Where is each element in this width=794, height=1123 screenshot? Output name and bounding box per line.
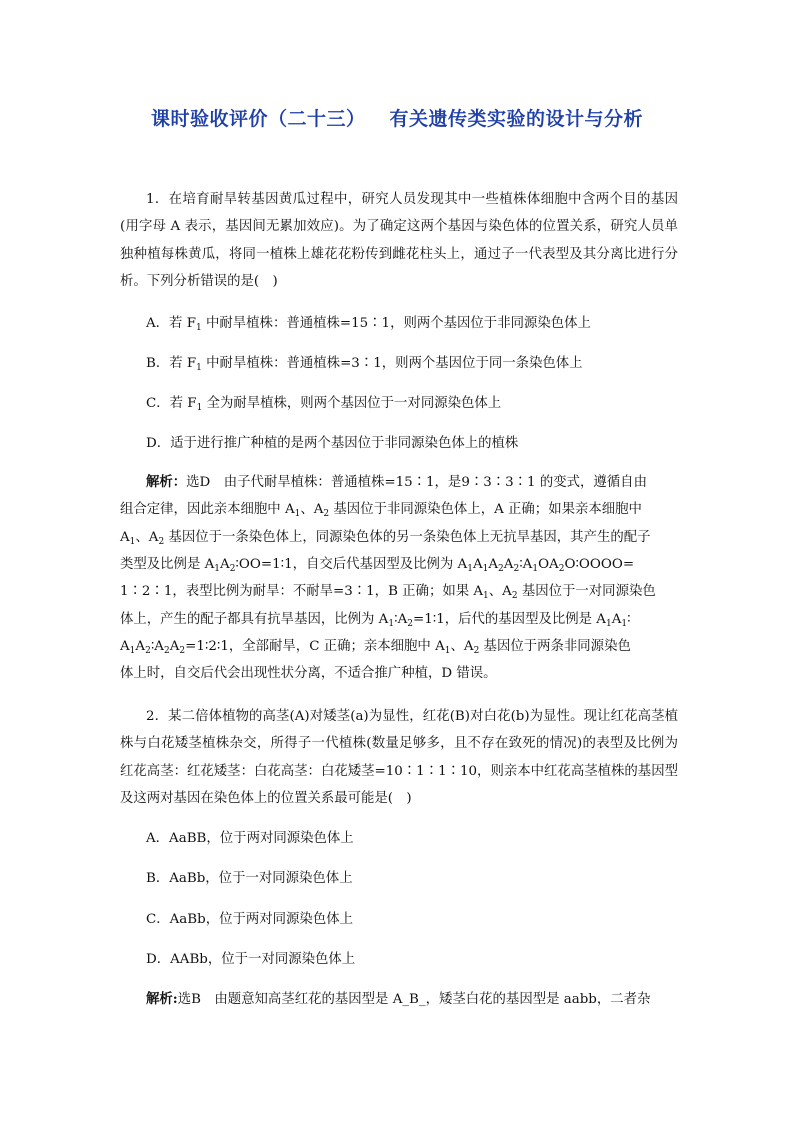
q1-analysis-line: 体上，产生的配子都具有抗旱基因，比例为 $A_1∶A_2=1∶1$，后代的基因型及比例是 $A_1A_1∶$: [120, 612, 631, 629]
q1-option-c: C．若 $F_1$ 全为耐旱植株，则两个基因位于一对同源染色体上: [146, 396, 502, 413]
q1-analysis-line: $A_1A_2∶A_2A_2=1∶2∶1$，全部耐旱，C 正确；亲本细胞中 $A_1$、$A_2$ 基因位于两条非同源染色: [120, 639, 631, 656]
page-title: [0, 104, 794, 131]
title-part1: 课时验收评价（二十三）: [150, 108, 366, 130]
title-part2: 有关遗传类实验的设计与分析: [389, 108, 644, 130]
q1-analysis-line: $A_1$、$A_2$ 基因位于一条染色体上，同源染色体的另一条染色体上无抗旱基因，其产生的配子: [120, 530, 651, 547]
q1-analysis-line: 类型及比例是 $A_1A_2∶OO=1∶1$，自交后代基因型及比例为 $A_1A_1A_2A_2∶A_1OA_2O∶OOOO=$: [120, 557, 635, 574]
q1-analysis-line: 体上时，自交后代会出现性状分离，不适合推广种植，D 错误。: [120, 666, 497, 681]
q1-analysis-line: 解析：选D 由子代耐旱植株：普通植株=15∶1，是9∶3∶3∶1 的变式，遵循自由: [146, 474, 647, 490]
q1-option-a: A．若 $F_1$ 中耐旱植株：普通植株=15∶1，则两个基因位于非同源染色体上: [146, 316, 591, 333]
q2-option-b: B．AaBb，位于一对同源染色体上: [146, 871, 353, 886]
q2-option-c: C．AaBb，位于两对同源染色体上: [146, 912, 353, 927]
q2-option-a: A．AaBB，位于两对同源染色体上: [146, 831, 354, 846]
q1-analysis-line: 1∶2∶1，表型比例为耐旱：不耐旱=3∶1，B 正确；如果 $A_1$、$A_2$ 基因位于一对同源染色: [120, 584, 656, 601]
q1-option-d: D．适于进行推广种植的是两个基因位于非同源染色体上的植株: [146, 436, 519, 451]
q1-analysis-line: 组合定律，因此亲本细胞中 $A_1$、$A_2$ 基因位于非同源染色体上，A 正确；如果亲本细胞中: [120, 502, 642, 519]
q2-option-d: D．AABb，位于一对同源染色体上: [146, 952, 356, 967]
question-1-stem: 1．在培育耐旱转基因黄瓜过程中，研究人员发现其中一些植株体细胞中含两个目的基因(用字母 A 表示，基因间无累加效应)。为了确定这两个基因与染色体的位置关系，研究人员单独种植每株黄瓜，将同一植株上雄花花粉传到雌花柱头上，通过子一代表型及其分离比进行分析。下列分析错误的是( ): [120, 192, 678, 289]
q2-analysis: 解析:选B 由题意知高茎红花的基因型是 A_B_，矮茎白花的基因型是 aabb，二者杂: [146, 991, 651, 1007]
q1-option-b: B．若 $F_1$ 中耐旱植株：普通植株=3∶1，则两个基因位于同一条染色体上: [146, 356, 583, 373]
question-2-stem: 2．某二倍体植物的高茎(A)对矮茎(a)为显性，红花(B)对白花(b)为显性。现让红花高茎植株与白花矮茎植株杂交，所得子一代植株(数量足够多，且不存在致死的情况)的表型及比例为红花高茎：红花矮茎：白花高茎：白花矮茎=10∶1∶1∶10，则亲本中红花高茎植株的基因型及这两对基因在染色体上的位置关系最可能是( ): [120, 709, 678, 806]
